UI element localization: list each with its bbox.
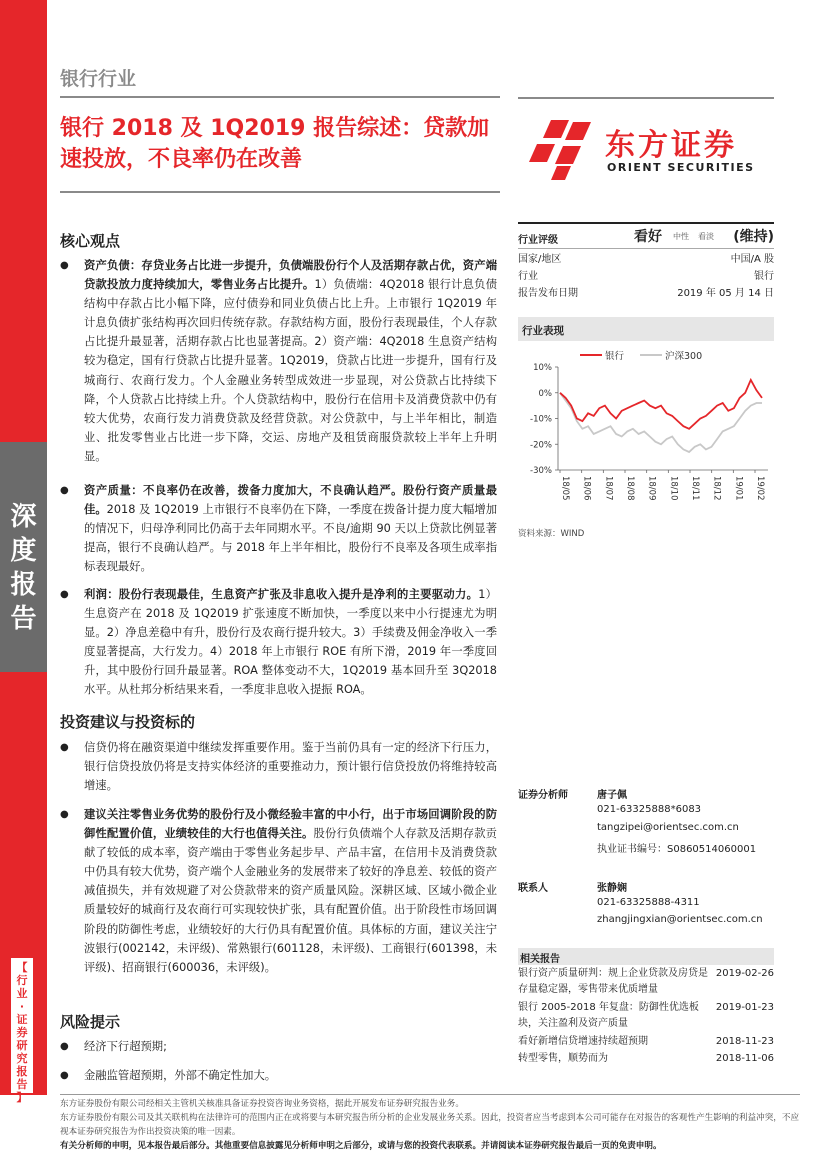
report-type-label: 深 度 报 告 bbox=[10, 502, 37, 634]
analyst-email[interactable]: tangzipei@orientsec.com.cn bbox=[597, 822, 739, 833]
core-bullet-3 bbox=[60, 585, 497, 700]
info-value: 中国/A 股 bbox=[730, 254, 774, 265]
bullet-icon: ● bbox=[60, 1070, 69, 1081]
x-tick-label: 18/11 bbox=[690, 476, 700, 501]
y-tick-label: -30% bbox=[530, 466, 552, 476]
x-tick-label: 18/09 bbox=[646, 476, 657, 501]
info-value: 2019 年 05 月 14 日 bbox=[677, 288, 774, 299]
y-tick-label: -20% bbox=[530, 440, 552, 451]
x-tick-label: 19/01 bbox=[733, 476, 744, 501]
invest-heading: 投资建议与投资标的 bbox=[60, 713, 196, 731]
related-date: 2019-01-23 bbox=[715, 1002, 774, 1013]
report-title: 银行 2018 及 1Q2019 报告综述：贷款加速投放，不良率仍在改善 bbox=[60, 116, 490, 172]
x-tick-label: 18/07 bbox=[603, 476, 614, 501]
legend-label: 银行 bbox=[605, 351, 625, 362]
contact-role: 联系人 bbox=[518, 883, 548, 894]
related-date: 2018-11-06 bbox=[715, 1053, 774, 1064]
bullet-text: 2018 及 1Q2019 上市银行不良率仍在下降，一季度在拨备计提力度大幅增加的情况下，归母净利同比仍高于去年同期水平。不良/逾期 90 天以上贷款比例显著提高，银行不良确认趋严。与 2018 年上半年相比，股份行不良率及各项生成率指标表现最好。 bbox=[84, 503, 497, 574]
invest-bullet-1 bbox=[60, 738, 497, 795]
x-tick-label: 18/12 bbox=[711, 476, 722, 501]
series-line bbox=[560, 393, 762, 452]
company-logo bbox=[527, 114, 782, 184]
disclaimer-line: 东方证券股份有限公司经相关主管机关核准具备证券投资咨询业务资格，据此开展发布证券研究报告业务。 bbox=[60, 1099, 464, 1109]
x-tick-label: 18/08 bbox=[625, 476, 635, 501]
rating-label: 行业评级 bbox=[518, 235, 558, 246]
series-line bbox=[560, 380, 762, 429]
core-heading: 核心观点 bbox=[60, 232, 121, 250]
rating-value: 看好 bbox=[634, 229, 662, 245]
bullet-icon: ● bbox=[60, 485, 69, 496]
disclaimer bbox=[60, 1097, 800, 1153]
risk-heading: 风险提示 bbox=[60, 1013, 121, 1031]
disclaimer-line: 东方证券股份有限公司及其关联机构在法律许可的范围内正在或将要与本研究报告所分析的企业发展业务关系。因此，投资者应当考虑到本公司可能存在对报告的客观性产生影响的利益冲突，不应视本证券研究报告为作出投资决策的唯一因素。 bbox=[60, 1113, 800, 1137]
related-date: 2019-02-26 bbox=[715, 968, 774, 979]
analyst-name: 唐子佩 bbox=[597, 790, 627, 801]
analyst-phone: 021-63325888*6083 bbox=[597, 804, 702, 815]
x-tick-label: 18/10 bbox=[668, 476, 679, 501]
y-tick-label: 0% bbox=[538, 388, 552, 399]
chart-source: 资料来源：WIND bbox=[518, 529, 585, 539]
logo-name-en: ORIENT SECURITIES bbox=[607, 161, 755, 174]
x-tick-label: 18/06 bbox=[581, 476, 592, 501]
rating-row bbox=[518, 226, 774, 248]
contact-name: 张静娴 bbox=[597, 883, 627, 894]
risk-text: 经济下行超预期; bbox=[84, 1040, 167, 1053]
related-report[interactable] bbox=[518, 1051, 774, 1067]
bullet-text: 1）负债端：4Q2018 银行计息负债结构中存款占比小幅下降，应付债券和同业负债占比上升。上市银行 1Q2019 年计息负债扩张结构再次回归传统存款。存款结构方面，股份行表现最佳，个人存款占比提升最显著，活期存款占比也显著提高。2）资产端：4Q2018 生息资产结构较为稳定，国有行贷款占比提升显著。1Q2019，贷款占比进一步提升，国有行及城商行、农商行发力。个人金融业务转型成效进一步显现，对公贷款占比持续下降，个人贷款占比持续上升。个人贷款结构中，股份行在信用卡及消费贷款中仍有较大优势，农商行发力消费贷款及经营贷款。对公贷款中，与上半年相比，制造业、批发零售业占比进一步下降，交运、房地产及租赁商服贷款较上半年上升明显。 bbox=[84, 278, 498, 463]
info-row bbox=[518, 250, 774, 265]
bullet-text: 1）生息资产在 2018 及 1Q2019 扩张速度不断加快，一季度以来中小行提速尤为明显。2）净息差稳中有升，股份行及农商行提升较大。3）手续费及佣金净收入一季度显著提高，大行发力。4）2018 年上市银行 ROE 有所下滑，2019 年一季度回升，其中股份行回升最显著。ROA 整体变动不大，1Q2019 基本回升至 3Q2018 水平。从杜邦分析结果来看，一季度非息收入提振 ROA。 bbox=[84, 588, 497, 697]
info-row bbox=[518, 267, 774, 282]
x-tick-label: 18/05 bbox=[560, 476, 570, 501]
section-title: 银行行业 bbox=[60, 68, 137, 90]
logo-mark-icon bbox=[527, 114, 599, 184]
bullet-lead: 建议关注零售业务优势的股份行及小微经验丰富的中小行，出于市场回调阶段的防御性配置价值，业绩较佳的大行也值得关注。 bbox=[84, 808, 497, 841]
y-tick-label: 10% bbox=[533, 363, 552, 373]
divider bbox=[518, 222, 774, 224]
related-report[interactable] bbox=[518, 966, 774, 998]
divider bbox=[518, 97, 774, 99]
divider bbox=[518, 248, 774, 249]
related-title[interactable]: 银行资产质量研判：规上企业贷款及房贷是存量稳定器，零售带来优质增量 bbox=[518, 968, 708, 995]
info-key: 行业 bbox=[518, 271, 538, 282]
core-bullet-2 bbox=[60, 481, 497, 576]
invest-bullet-2 bbox=[60, 805, 497, 977]
bullet-icon: ● bbox=[60, 742, 69, 753]
risk-text: 金融监管超预期，外部不确定性加大。 bbox=[84, 1069, 277, 1082]
bullet-icon: ● bbox=[60, 809, 69, 820]
rating-neutral: 中性 bbox=[673, 232, 689, 241]
y-tick-label: -10% bbox=[530, 414, 552, 425]
related-title[interactable]: 银行 2005-2018 年复盘：防御性优选板块，关注盈利及资产质量 bbox=[518, 1002, 699, 1029]
bullet-icon: ● bbox=[60, 260, 69, 271]
related-report[interactable] bbox=[518, 1000, 774, 1032]
info-row bbox=[518, 284, 774, 299]
related-title[interactable]: 看好新增信贷增速持续超预期 bbox=[518, 1036, 648, 1047]
divider bbox=[60, 96, 500, 98]
bullet-lead: 资产负债：存贷业务占比进一步提升，负债端股份行个人及活期存款占优，资产端贷款投放力度持续加大，零售业务占比提升。 bbox=[84, 259, 497, 292]
contact-email[interactable]: zhangjingxian@orientsec.com.cn bbox=[597, 914, 763, 925]
bullet-lead: 资产质量：不良率仍在改善，拨备力度加大，不良确认趋严。股份行资产质量最佳。 bbox=[84, 484, 497, 517]
bullet-lead: 利润：股份行表现最佳，生息资产扩张及非息收入提升是净利的主要驱动力。 bbox=[84, 588, 479, 601]
x-tick-label: 19/02 bbox=[755, 476, 765, 501]
analyst-cert: 执业证书编号：S0860514060001 bbox=[597, 844, 757, 855]
divider bbox=[60, 1094, 800, 1095]
info-key: 报告发布日期 bbox=[518, 288, 578, 299]
legend-label: 沪深300 bbox=[665, 351, 703, 362]
contact-phone: 021-63325888-4311 bbox=[597, 897, 700, 908]
core-bullet-1 bbox=[60, 256, 497, 466]
bullet-icon: ● bbox=[60, 1041, 69, 1052]
chart-heading: 行业表现 bbox=[518, 317, 774, 341]
info-key: 国家/地区 bbox=[518, 254, 562, 265]
related-date: 2018-11-23 bbox=[715, 1036, 774, 1047]
bullet-icon: ● bbox=[60, 589, 69, 600]
risk-item-1 bbox=[60, 1037, 497, 1056]
divider bbox=[60, 191, 500, 193]
logo-name-cn: 东方证券 bbox=[605, 128, 737, 163]
rating-bearish: 看淡 bbox=[698, 232, 714, 241]
analyst-role: 证券分析师 bbox=[518, 790, 568, 801]
related-title[interactable]: 转型零售，顺势而为 bbox=[518, 1053, 608, 1064]
bullet-text: 股份行负债端个人存款及活期存款贡献了较低的成本率，资产端由于零售业务起步早、产品丰富，在信用卡及消费贷款中仍具有较大优势，资产端个人金融业务的发展带来了较好的净息差、较低的资产减值损失，并有效规避了对公贷款带来的资产质量风险。深耕区域、区域小微企业质量较好的城商行及农商行可实现较快扩张，具有配置价值。出于阶段性市场回调阶段的防御性考虑，业绩较好的大行仍具有配置价值。具体标的方面，建议关注宁波银行(002142，未评级)、常熟银行(601128，未评级)、工商银行(601398，未评级)、招商银行(600036，未评级)。 bbox=[84, 827, 497, 974]
info-value: 银行 bbox=[754, 271, 774, 282]
rating-status: (维持) bbox=[733, 229, 774, 245]
industry-chart bbox=[518, 345, 774, 520]
related-heading: 相关报告 bbox=[518, 948, 774, 965]
risk-item-2 bbox=[60, 1066, 497, 1085]
disclaimer-line: 有关分析师的申明，见本报告最后部分。其他重要信息披露见分析师申明之后部分，或请与您的投资代表联系。并请阅读本证券研究报告最后一页的免责申明。 bbox=[60, 1141, 662, 1151]
sidebar-tag: 【 行 业 · 证 券 研 究 报 告 】 bbox=[11, 958, 33, 1093]
bullet-text: 信贷仍将在融资渠道中继续发挥重要作用。鉴于当前仍具有一定的经济下行压力，银行信贷投放仍将是支持实体经济的重要推动力，预计银行信贷投放仍将维持较高增速。 bbox=[84, 741, 497, 793]
related-report[interactable] bbox=[518, 1034, 774, 1050]
